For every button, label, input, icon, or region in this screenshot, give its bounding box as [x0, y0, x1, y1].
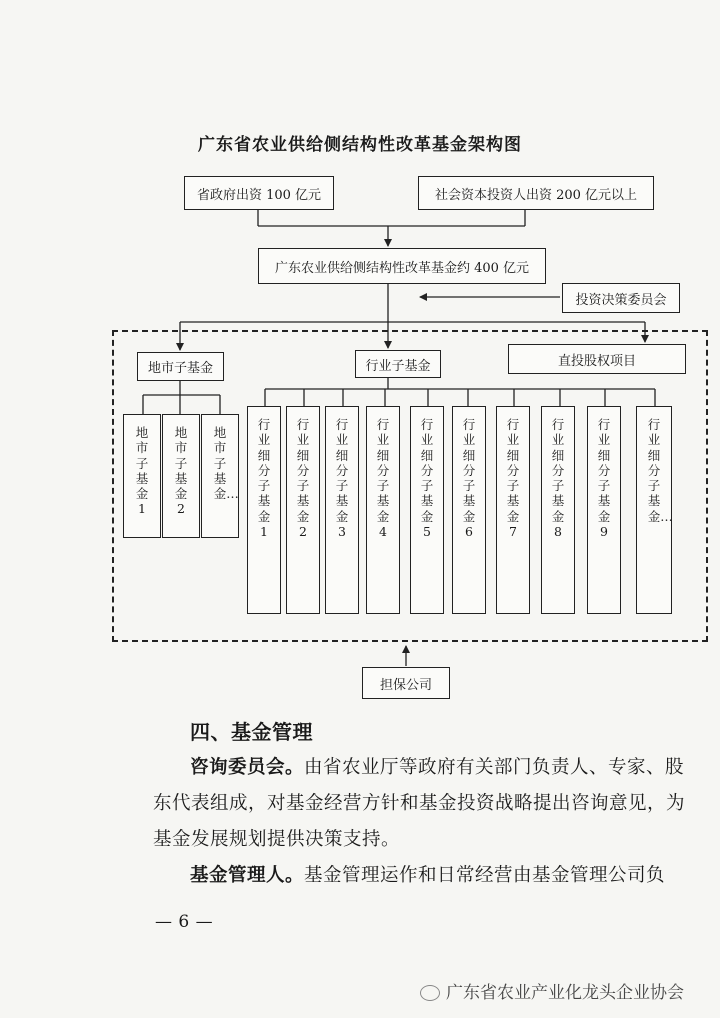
city-sub-fund-box — [162, 414, 200, 538]
industry-sub-fund-box — [587, 406, 621, 614]
term-fund-manager: 基金管理人。 — [190, 865, 305, 886]
city-fund-box: 地市子基金 — [137, 352, 224, 381]
industry-sub-fund-box — [496, 406, 530, 614]
industry-sub-fund-box — [247, 406, 281, 614]
industry-sub-fund-box — [366, 406, 400, 614]
industry-sub-fund-box-label: 行业细分子基金2 — [296, 417, 310, 540]
industry-sub-fund-box-label: 行业细分子基金5 — [420, 417, 434, 540]
industry-sub-fund-box-label: 行业细分子基金… — [647, 417, 673, 524]
guarantee-company-box: 担保公司 — [362, 667, 450, 699]
direct-equity-box: 直投股权项目 — [508, 344, 686, 374]
watermark-text: 广东省农业产业化龙头企业协会 — [446, 983, 684, 1003]
industry-sub-fund-box-label: 行业细分子基金8 — [551, 417, 565, 540]
city-sub-fund-box — [123, 414, 161, 538]
industry-sub-fund-box-label: 行业细分子基金9 — [597, 417, 611, 540]
city-sub-fund-box-label: 地市子基金1 — [135, 425, 149, 517]
wechat-icon — [420, 985, 440, 1001]
section-heading: 四、基金管理 — [190, 720, 313, 744]
industry-sub-fund-box-label: 行业细分子基金4 — [376, 417, 390, 540]
paragraph-line — [190, 861, 665, 887]
term-advisory-committee: 咨询委员会。 — [190, 757, 305, 778]
city-sub-fund-box — [201, 414, 239, 538]
industry-sub-fund-box-label: 行业细分子基金6 — [462, 417, 476, 540]
industry-sub-fund-box — [325, 406, 359, 614]
provincial-capital-box: 省政府出资 100 亿元 — [184, 176, 334, 210]
industry-sub-fund-box — [452, 406, 486, 614]
watermark — [420, 978, 684, 1003]
paragraph-line — [190, 753, 684, 779]
industry-sub-fund-box — [410, 406, 444, 614]
page-number: — 6 — — [155, 912, 214, 932]
paragraph-text: 基金管理运作和日常经营由基金管理公司负 — [304, 865, 666, 886]
industry-sub-fund-box-label: 行业细分子基金7 — [506, 417, 520, 540]
diagram-title: 广东省农业供给侧结构性改革基金架构图 — [198, 135, 522, 155]
industry-sub-fund-box-label: 行业细分子基金1 — [257, 417, 271, 540]
industry-fund-box: 行业子基金 — [355, 350, 441, 378]
social-capital-box: 社会资本投资人出资 200 亿元以上 — [418, 176, 654, 210]
city-sub-fund-box-label: 地市子基金2 — [174, 425, 188, 517]
industry-sub-fund-box-label: 行业细分子基金3 — [335, 417, 349, 540]
city-sub-fund-box-label: 地市子基金… — [213, 425, 239, 502]
paragraph-text: 由省农业厅等政府有关部门负责人、专家、股 — [304, 757, 685, 778]
paragraph-line: 基金发展规划提供决策支持。 — [153, 829, 401, 850]
paragraph-line: 东代表组成，对基金经营方针和基金投资战略提出咨询意见，为 — [153, 793, 686, 814]
industry-sub-fund-box — [636, 406, 672, 614]
investment-committee-box: 投资决策委员会 — [562, 283, 680, 313]
main-fund-box: 广东农业供给侧结构性改革基金约 400 亿元 — [258, 248, 546, 284]
industry-sub-fund-box — [286, 406, 320, 614]
industry-sub-fund-box — [541, 406, 575, 614]
